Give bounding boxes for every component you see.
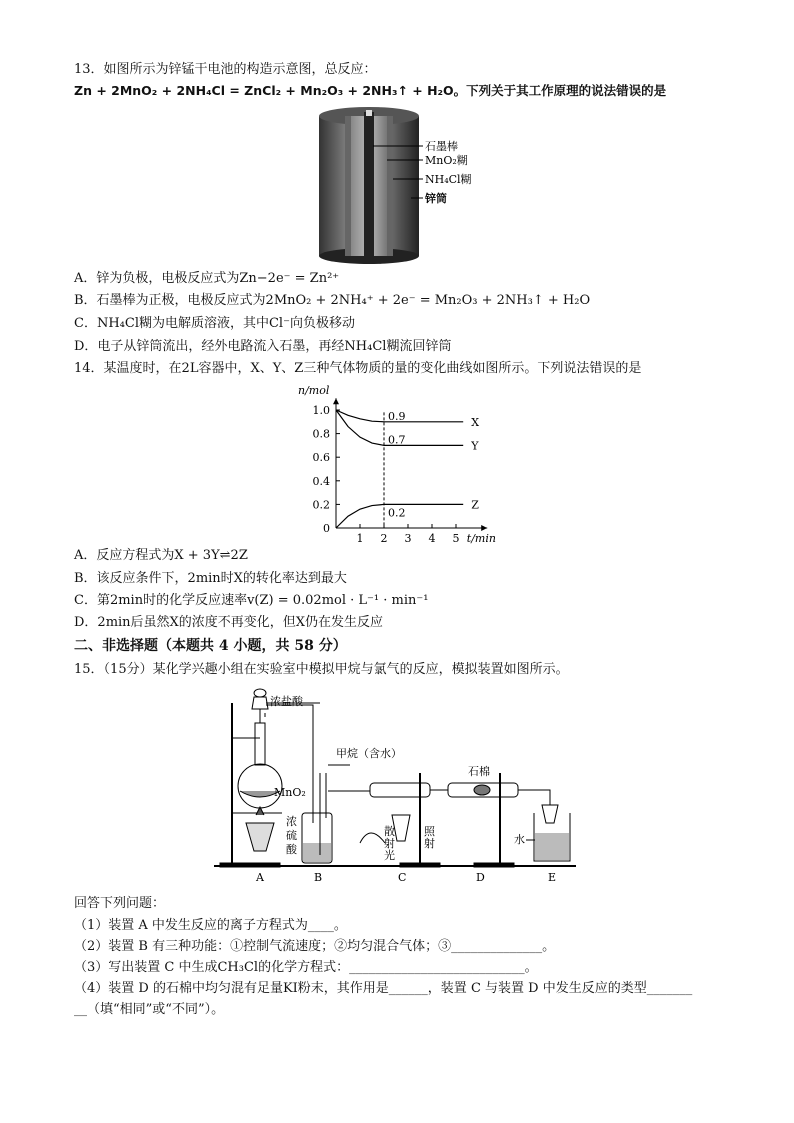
label-mno2-a: MnO₂ <box>274 786 306 799</box>
graphite-rod <box>364 112 374 256</box>
q13-option-d: D．电子从锌筒流出，经外电路流入石墨，再经NH₄Cl糊流回锌筒 <box>74 339 452 354</box>
q15-sub-4: （4）装置 D 的石棉中均匀混有足量KI粉末，其作用是______，装置 C 与装置 D 中发生反应的类型_______ <box>74 981 693 996</box>
svg-text:光: 光 <box>384 849 395 862</box>
label-mno2: MnO₂糊 <box>425 154 468 167</box>
q14-option-a: A．反应方程式为X + 3Y⇌2Z <box>74 548 248 563</box>
q15-sub-3: （3）写出装置 C 中生成CH₃Cl的化学方程式：___________________________。 <box>74 960 538 975</box>
series-label-Y: Y <box>471 439 479 453</box>
q14-option-d: D．2min后虽然X的浓度不再变化，但X仍在发生反应 <box>74 615 384 630</box>
x-tick-label: 4 <box>428 532 436 545</box>
label-c: C <box>398 871 407 884</box>
annotation-0.9: 0.9 <box>388 409 406 423</box>
q13-reaction: Zn + 2MnO₂ + 2NH₄Cl = ZnCl₂ + Mn₂O₃ + 2NH₃↑ + H₂O。下列关于其工作原理的说法错误的是 <box>74 83 667 98</box>
svg-text:射: 射 <box>384 837 395 850</box>
x-tick-label: 5 <box>452 532 460 545</box>
annotation-0.7: 0.7 <box>388 433 406 447</box>
q15-sub-1: （1）装置 A 中发生反应的离子方程式为____。 <box>74 918 347 933</box>
svg-text:射: 射 <box>424 837 435 850</box>
nh4cl-paste <box>345 116 351 256</box>
x-axis-label: t/min <box>466 532 496 545</box>
series-label-X: X <box>471 415 480 429</box>
label-h2so4-2: 硫 <box>286 829 297 842</box>
y-axis-arrow <box>333 398 339 404</box>
label-e: E <box>548 871 557 884</box>
series-label-Z: Z <box>471 498 479 512</box>
q14-stem: 14．某温度时，在2L容器中，X、Y、Z三种气体物质的量的变化曲线如图所示。下列说法错误的是 <box>74 361 642 376</box>
y-tick-label: 0 <box>323 522 330 535</box>
x-tick-label: 2 <box>380 532 388 545</box>
x-axis-arrow <box>481 525 487 531</box>
annotation-0.2: 0.2 <box>388 506 406 520</box>
label-d: D <box>476 871 485 884</box>
apparatus-e <box>514 790 570 884</box>
svg-text:散: 散 <box>384 825 395 838</box>
section2-title: 二、非选择题（本题共 4 小题，共 58 分） <box>74 638 347 654</box>
label-a: A <box>256 871 264 884</box>
zinc-manganese-battery-figure <box>315 104 515 266</box>
q13-option-c: C．NH₄Cl糊为电解质溶液，其中Cl⁻向负极移动 <box>74 316 355 331</box>
q15-answer-intro: 回答下列问题： <box>74 896 166 911</box>
label-water: 水 <box>514 833 525 846</box>
label-nh4cl: NH₄Cl糊 <box>425 173 472 186</box>
label-h2so4-3: 酸 <box>286 843 297 856</box>
x-tick-label: 3 <box>404 532 412 545</box>
apparatus-figure <box>210 683 580 888</box>
y-tick-label: 0.6 <box>312 451 330 465</box>
q13-stem: 13．如图所示为锌锰干电池的构造示意图，总反应： <box>74 62 377 77</box>
q15-sub-2: （2）装置 B 有三种功能：①控制气流速度；②均匀混合气体；③______________。 <box>74 939 556 954</box>
apparatus-b <box>286 746 402 884</box>
q14-chart <box>290 382 510 548</box>
q14-option-b: B．该反应条件下，2min时X的转化率达到最大 <box>74 571 347 586</box>
label-graphite: 石墨棒 <box>425 140 458 153</box>
y-tick-label: 0.4 <box>312 474 330 488</box>
label-zinc: 锌筒 <box>425 192 447 205</box>
label-asbestos: 石棉 <box>468 765 490 778</box>
label-ch4: 甲烷（含水） <box>336 747 402 760</box>
x-tick-label: 1 <box>356 532 364 545</box>
q15-stem: 15．（15分）某化学兴趣小组在实验室中模拟甲烷与氯气的反应，模拟装置如图所示。 <box>74 662 569 677</box>
q13-option-b: B．石墨棒为正极，电极反应式为2MnO₂ + 2NH₄⁺ + 2e⁻ = Mn₂O₃ + 2NH₃↑ + H₂O <box>74 293 591 308</box>
label-b: B <box>314 871 323 884</box>
y-tick-label: 0.8 <box>312 427 330 441</box>
label-h2so4-1: 浓 <box>286 815 297 828</box>
label-hcl: 浓盐酸 <box>270 695 303 708</box>
svg-text:照: 照 <box>424 825 435 838</box>
y-tick-label: 1.0 <box>312 404 330 417</box>
y-tick-label: 0.2 <box>312 498 330 512</box>
q14-option-c: C．第2min时的化学反应速率v(Z) = 0.02mol · L⁻¹ · min⁻¹ <box>74 593 429 608</box>
q13-option-a: A．锌为负极，电极反应式为Zn−2e⁻ = Zn²⁺ <box>74 271 340 286</box>
y-axis-label: n/mol <box>298 384 330 397</box>
apparatus-c <box>328 773 440 884</box>
q15-sub-5: __（填“相同”或“不同”）。 <box>74 1002 225 1017</box>
